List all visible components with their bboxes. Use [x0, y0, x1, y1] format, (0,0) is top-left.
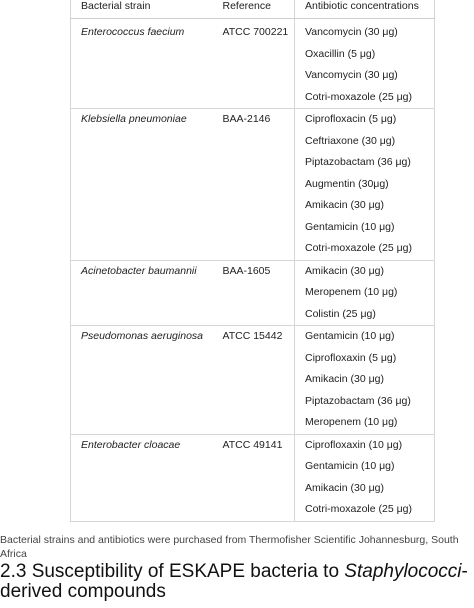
- reference-cell: [213, 260, 295, 326]
- antibiotic-item: Oxacillin (5 μg): [305, 47, 376, 60]
- header-bacterial-strain: Bacterial strain: [71, 0, 213, 19]
- antibiotic-item: Gentamicin (10 μg): [305, 330, 395, 342]
- strain-name: Enterobacter cloacae: [81, 438, 181, 451]
- strain-cell: [71, 260, 213, 326]
- antibiotic-item: Amikacin (30 μg): [305, 264, 384, 277]
- antibiotic-item: Gentamicin (10 μg): [305, 220, 395, 233]
- table-row: [71, 434, 435, 521]
- section-heading: [0, 562, 474, 602]
- strain-cell: [71, 109, 213, 261]
- antibiotics-cell: [295, 260, 435, 326]
- reference-value: ATCC 49141: [222, 438, 283, 451]
- antibiotic-item: Amikacin (30 μg): [305, 373, 384, 385]
- strain-name: Pseudomonas aeruginosa: [81, 330, 204, 342]
- antibiotic-item: Ciprofloxaxin (10 μg): [305, 438, 403, 451]
- antibiotic-item: Cotri-moxazole (25 μg): [305, 90, 412, 103]
- antibiotic-item: Ceftriaxone (30 μg): [305, 134, 396, 147]
- table-header-row: [71, 0, 435, 19]
- section-heading-suffix: -derived compounds: [0, 561, 468, 602]
- antibiotics-cell: [295, 326, 435, 435]
- strain-name: Acinetobacter baumannii: [81, 264, 197, 277]
- table-row: [71, 326, 435, 435]
- antibiotic-item: Vancomycin (30 μg): [305, 69, 398, 81]
- table-row: [71, 260, 435, 326]
- reference-value: ATCC 700221: [222, 26, 289, 38]
- strains-table-container: [70, 0, 434, 522]
- antibiotic-item: Amikacin (30 μg): [305, 199, 384, 211]
- strain-name: Enterococcus faecium: [81, 26, 185, 38]
- antibiotic-item: Ciprofloxaxin (5 μg): [305, 351, 397, 364]
- reference-value: BAA-2146: [222, 113, 271, 125]
- section-heading-prefix: 2.3 Susceptibility of ESKAPE bacteria to: [0, 561, 345, 582]
- antibiotic-item: Piptazobactam (36 μg): [305, 156, 411, 168]
- table-footnote: Bacterial strains and antibiotics were purchased from Thermofisher Scientific Johannesburg, South Africa: [0, 534, 459, 560]
- antibiotic-item: Ciprofloxacin (5 μg): [305, 113, 397, 125]
- header-reference: Reference: [213, 0, 295, 19]
- antibiotic-item: Cotri-moxazole (25 μg): [305, 503, 412, 515]
- antibiotic-item: Cotri-moxazole (25 μg): [305, 242, 412, 254]
- antibiotic-item: Piptazobactam (36 μg): [305, 394, 411, 407]
- reference-cell: [213, 109, 295, 261]
- section-heading-italic: Staphylococci: [344, 561, 462, 582]
- strain-name: Klebsiella pneumoniae: [81, 113, 187, 125]
- antibiotics-cell: [295, 19, 435, 109]
- strains-table: [70, 0, 435, 522]
- strain-cell: [71, 434, 213, 521]
- reference-cell: [213, 434, 295, 521]
- antibiotic-item: Meropenem (10 μg): [305, 286, 398, 298]
- strain-cell: [71, 19, 213, 109]
- antibiotic-item: Amikacin (30 μg): [305, 481, 384, 494]
- reference-value: BAA-1605: [222, 264, 271, 277]
- strain-cell: [71, 326, 213, 435]
- table-row: [71, 19, 435, 109]
- reference-value: ATCC 15442: [222, 330, 283, 342]
- table-row: [71, 109, 435, 261]
- antibiotic-item: Gentamicin (10 μg): [305, 460, 395, 472]
- reference-cell: [213, 19, 295, 109]
- antibiotic-item: Vancomycin (30 μg): [305, 26, 398, 38]
- antibiotics-cell: [295, 109, 435, 261]
- antibiotic-item: Augmentin (30μg): [305, 177, 389, 190]
- antibiotics-cell: [295, 434, 435, 521]
- antibiotic-item: Meropenem (10 μg): [305, 416, 398, 428]
- antibiotic-item: Colistin (25 μg): [305, 307, 376, 320]
- header-antibiotic-concentrations: Antibiotic concentrations: [295, 0, 435, 19]
- reference-cell: [213, 326, 295, 435]
